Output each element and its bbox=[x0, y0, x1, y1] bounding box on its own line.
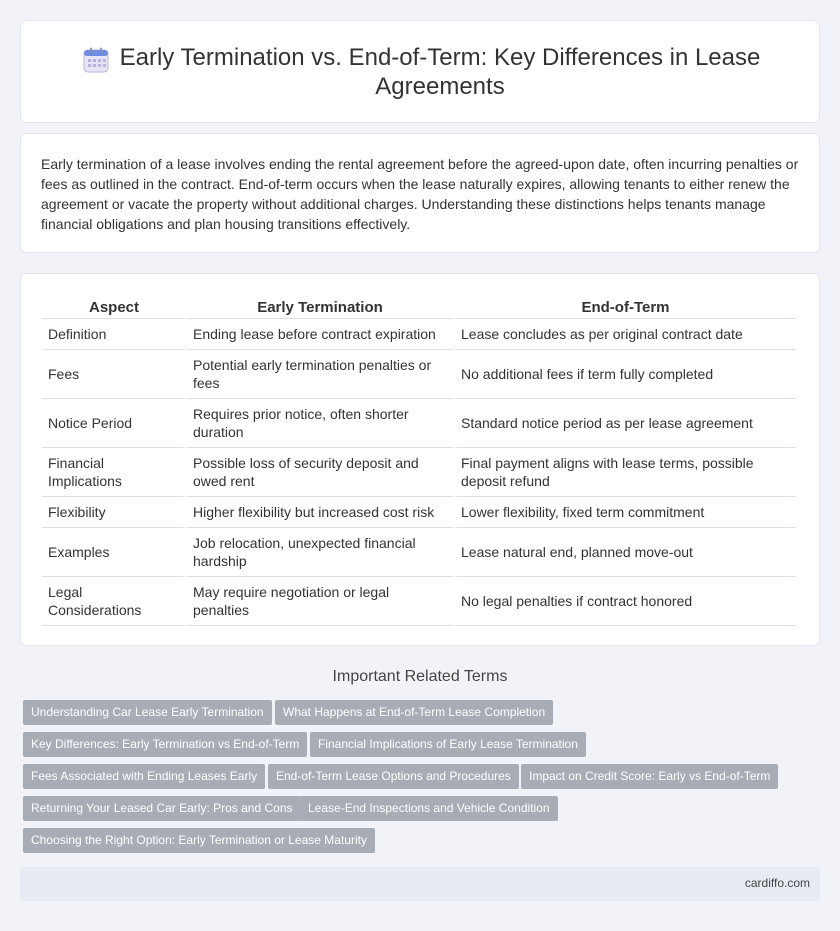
cell-early: Potential early termination penalties or fees bbox=[186, 350, 454, 399]
related-term-tag[interactable]: End-of-Term Lease Options and Procedures bbox=[268, 764, 519, 789]
header-aspect: Aspect bbox=[42, 296, 186, 319]
footer-site-link[interactable]: cardiffo.com bbox=[744, 876, 810, 890]
table-row bbox=[42, 350, 797, 399]
cell-early: Higher flexibility but increased cost risk bbox=[186, 497, 454, 528]
header-end-of-term: End-of-Term bbox=[454, 296, 797, 319]
cell-aspect: Notice Period bbox=[42, 399, 186, 448]
cell-aspect: Definition bbox=[42, 319, 186, 350]
cell-aspect: Legal Considerations bbox=[42, 577, 186, 626]
related-term-tag[interactable]: Returning Your Leased Car Early: Pros and Cons bbox=[23, 796, 301, 821]
table-row bbox=[42, 577, 797, 626]
table-row bbox=[42, 319, 797, 350]
related-term-tag[interactable]: Choosing the Right Option: Early Termination or Lease Maturity bbox=[23, 828, 375, 853]
header-early-termination: Early Termination bbox=[186, 296, 454, 319]
cell-end: No legal penalties if contract honored bbox=[454, 577, 797, 626]
cell-aspect: Flexibility bbox=[42, 497, 186, 528]
comparison-card bbox=[20, 273, 820, 646]
related-term-tag[interactable]: Fees Associated with Ending Leases Early bbox=[23, 764, 265, 789]
cell-end: Standard notice period as per lease agreement bbox=[454, 399, 797, 448]
intro-text: Early termination of a lease involves ending the rental agreement before the agreed-upon date, often incurring penalties or fees as outlined in the contract. End-of-term occurs when the lease naturally expires, allowing tenants to either renew the agreement or vacate the property without additional charges. Understanding these distinctions helps tenants manage financial obligations and plan housing transitions effectively. bbox=[41, 156, 799, 232]
cell-end: Lease concludes as per original contract date bbox=[454, 319, 797, 350]
cell-end: Final payment aligns with lease terms, possible deposit refund bbox=[454, 448, 797, 497]
cell-early: May require negotiation or legal penalties bbox=[186, 577, 454, 626]
intro-card bbox=[20, 133, 820, 253]
page-title: Early Termination vs. End-of-Term: Key Differences in Lease Agreements bbox=[119, 44, 761, 100]
table-row bbox=[42, 399, 797, 448]
cell-end: Lease natural end, planned move-out bbox=[454, 528, 797, 577]
related-term-tag[interactable]: Key Differences: Early Termination vs End-of-Term bbox=[23, 732, 307, 757]
cell-aspect: Examples bbox=[42, 528, 186, 577]
table-header-row bbox=[42, 296, 797, 319]
cell-early: Job relocation, unexpected financial hardship bbox=[186, 528, 454, 577]
cell-early: Possible loss of security deposit and owed rent bbox=[186, 448, 454, 497]
footer bbox=[20, 867, 820, 901]
cell-end: No additional fees if term fully completed bbox=[454, 350, 797, 399]
cell-early: Ending lease before contract expiration bbox=[186, 319, 454, 350]
table-row bbox=[42, 497, 797, 528]
cell-early: Requires prior notice, often shorter duration bbox=[186, 399, 454, 448]
related-term-tag[interactable]: What Happens at End-of-Term Lease Completion bbox=[275, 700, 553, 725]
table-row bbox=[42, 528, 797, 577]
header-card bbox=[20, 20, 820, 123]
cell-end: Lower flexibility, fixed term commitment bbox=[454, 497, 797, 528]
related-term-tag[interactable]: Impact on Credit Score: Early vs End-of-Term bbox=[521, 764, 778, 789]
related-term-tag[interactable]: Lease-End Inspections and Vehicle Condition bbox=[300, 796, 558, 821]
comparison-table bbox=[42, 296, 798, 626]
related-term-tag[interactable]: Financial Implications of Early Lease Termination bbox=[310, 732, 586, 757]
related-terms-heading: Important Related Terms bbox=[332, 668, 508, 685]
related-term-tag[interactable]: Understanding Car Lease Early Termination bbox=[23, 700, 272, 725]
table-row bbox=[42, 448, 797, 497]
cell-aspect: Fees bbox=[42, 350, 186, 399]
cell-aspect: Financial Implications bbox=[42, 448, 186, 497]
